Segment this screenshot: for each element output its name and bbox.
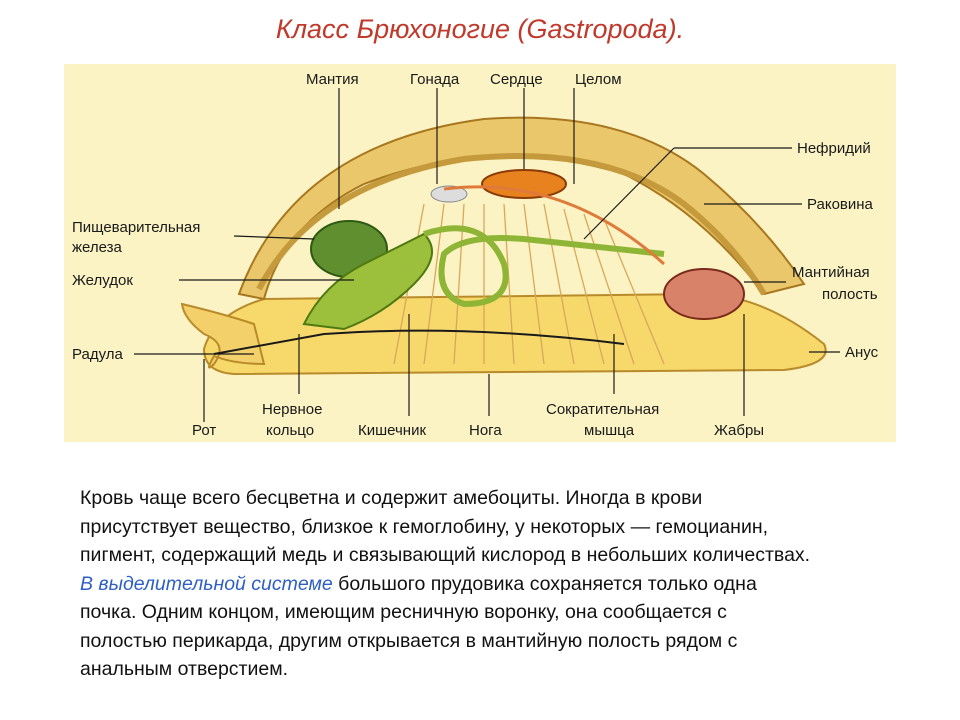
excretory-system-highlight: В выделительной системе bbox=[80, 572, 333, 595]
gastropoda-anatomy-diagram bbox=[64, 64, 896, 442]
label-gland-2: железа bbox=[72, 239, 122, 256]
text-line-4 bbox=[80, 570, 900, 599]
text-line-1: Кровь чаще всего бесцветна и содержит амебоциты. Иногда в крови bbox=[80, 487, 703, 509]
anatomy-svg bbox=[64, 64, 896, 442]
label-mouth: Рот bbox=[192, 422, 217, 439]
label-foot: Нога bbox=[469, 422, 502, 439]
label-mantle-cavity-1: Мантийная bbox=[792, 264, 870, 281]
label-intestine: Кишечник bbox=[358, 422, 427, 439]
label-nerve-ring-2: кольцо bbox=[266, 422, 315, 439]
label-nephridium: Нефридий bbox=[797, 140, 871, 157]
description-text bbox=[80, 484, 900, 684]
label-anus: Анус bbox=[845, 344, 879, 361]
text-line-6: полостью перикарда, другим открывается в мантийную полость рядом с bbox=[80, 629, 738, 652]
label-gills: Жабры bbox=[714, 422, 765, 439]
label-nerve-ring-1: Нервное bbox=[262, 401, 323, 418]
label-coelom: Целом bbox=[575, 71, 622, 88]
label-muscle-2: мышца bbox=[584, 422, 635, 439]
text-line-4-rest: большого прудовика сохраняется только одна bbox=[332, 572, 757, 595]
label-gonad: Гонада bbox=[410, 71, 460, 88]
label-heart: Сердце bbox=[490, 71, 543, 88]
label-mantle: Мантия bbox=[306, 71, 359, 88]
label-radula: Радула bbox=[72, 346, 123, 363]
heart-shape bbox=[482, 170, 566, 198]
slide-title: Класс Брюхоногие (Gastropoda). bbox=[275, 14, 685, 44]
text-line-3: пигмент, содержащий медь и связывающий кислород в небольших количествах. bbox=[80, 544, 811, 566]
label-mantle-cavity-2: полость bbox=[822, 286, 878, 303]
label-gland-1: Пищеварительная bbox=[72, 219, 201, 236]
text-line-2: присутствует вещество, близкое к гемоглобину, у некоторых — гемоцианин, bbox=[80, 515, 769, 538]
gills-shape bbox=[664, 269, 744, 319]
label-muscle-1: Сократительная bbox=[546, 401, 660, 418]
text-line-5: почка. Одним концом, имеющим ресничную воронку, она сообщается с bbox=[80, 601, 727, 623]
text-line-7: анальным отверстием. bbox=[80, 658, 289, 680]
label-stomach: Желудок bbox=[72, 272, 133, 289]
label-shell: Раковина bbox=[807, 196, 873, 213]
